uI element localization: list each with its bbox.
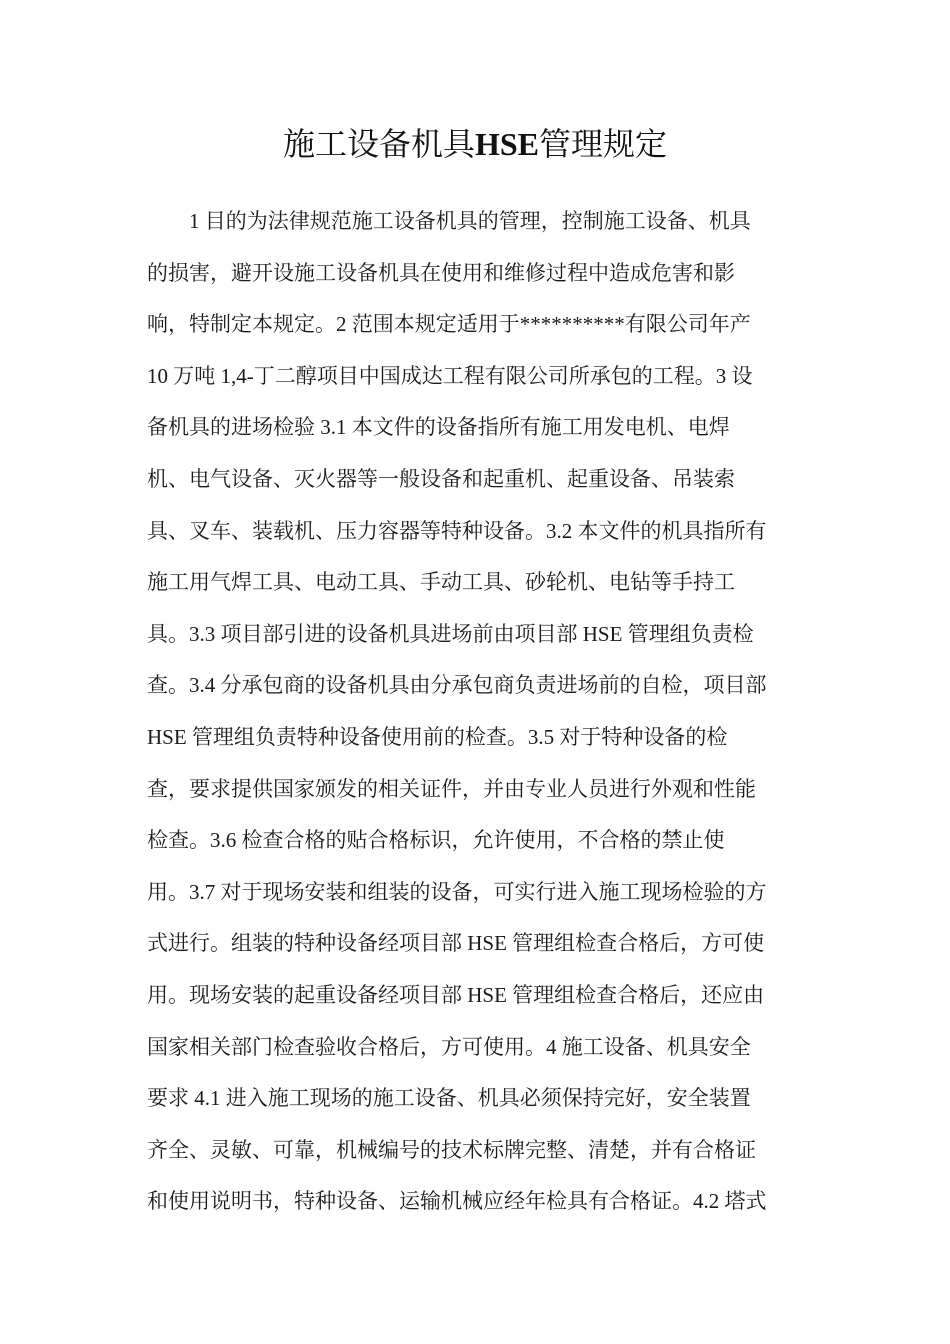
body-line: 备机具的进场检验 3.1 本文件的设备指所有施工用发电机、电焊 bbox=[147, 415, 730, 440]
body-line: 10 万吨 1,4-丁二醇项目中国成达工程有限公司所承包的工程。3 设 bbox=[147, 363, 753, 388]
body-line: 用。3.7 对于现场安装和组装的设备，可实行进入施工现场检验的方 bbox=[147, 879, 767, 904]
document-body bbox=[147, 196, 807, 1228]
body-line: 要求 4.1 进入施工现场的施工设备、机具必须保持完好，安全装置 bbox=[147, 1086, 751, 1111]
body-line: HSE 管理组负责特种设备使用前的检查。3.5 对于特种设备的检 bbox=[147, 724, 728, 749]
document-title bbox=[0, 118, 950, 170]
title-bold-hse: HSE bbox=[474, 126, 540, 162]
body-line: 具、叉车、装载机、压力容器等特种设备。3.2 本文件的机具指所有 bbox=[147, 518, 767, 543]
body-line: 具。3.3 项目部引进的设备机具进场前由项目部 HSE 管理组负责检 bbox=[147, 621, 754, 646]
body-line: 和使用说明书，特种设备、运输机械应经年检具有合格证。4.2 塔式 bbox=[147, 1189, 767, 1214]
body-line: 检查。3.6 检查合格的贴合格标识，允许使用，不合格的禁止使 bbox=[147, 828, 725, 853]
body-line: 1 目的为法律规范施工设备机具的管理，控制施工设备、机具 bbox=[189, 209, 751, 233]
body-line: 查。3.4 分承包商的设备机具由分承包商负责进场前的自检，项目部 bbox=[147, 673, 767, 698]
title-suffix: 管理规定 bbox=[539, 126, 668, 162]
body-line: 齐全、灵敏、可靠，机械编号的技术标牌完整、清楚，并有合格证 bbox=[147, 1137, 756, 1162]
body-line: 查，要求提供国家颁发的相关证件，并由专业人员进行外观和性能 bbox=[147, 776, 756, 801]
title-prefix: 施工设备机具 bbox=[282, 126, 475, 162]
body-line: 施工用气焊工具、电动工具、手动工具、砂轮机、电钻等手持工 bbox=[147, 570, 735, 595]
body-line: 机、电气设备、灭火器等一般设备和起重机、起重设备、吊装索 bbox=[147, 466, 735, 491]
body-line: 的损害，避开设施工设备机具在使用和维修过程中造成危害和影 bbox=[147, 260, 735, 285]
body-line: 用。现场安装的起重设备经项目部 HSE 管理组检查合格后，还应由 bbox=[147, 982, 765, 1007]
body-line: 式进行。组装的特种设备经项目部 HSE 管理组检查合格后，方可使 bbox=[147, 931, 765, 956]
body-line: 响，特制定本规定。2 范围本规定适用于**********有限公司年产 bbox=[147, 312, 751, 337]
body-line: 国家相关部门检查验收合格后，方可使用。4 施工设备、机具安全 bbox=[147, 1034, 751, 1059]
